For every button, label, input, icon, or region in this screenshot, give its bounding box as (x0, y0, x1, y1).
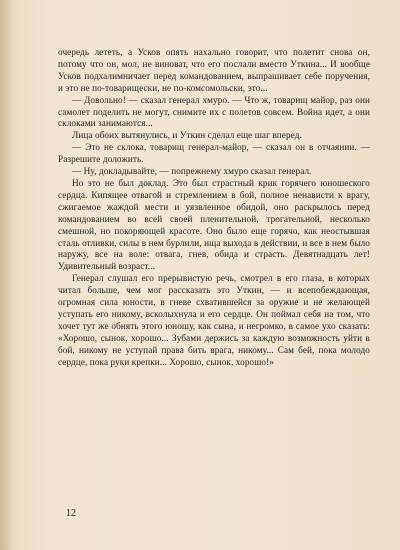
page-gutter-shadow (0, 0, 14, 550)
paragraph-2: — Довольно! — сказал генерал хмуро. — Что ж, товарищ майор, раз они самолет поделить не могут, снимите их с полетов совсем. Война идет, а они склоками занимаются... (58, 94, 370, 129)
paragraph-3: Лица обоих вытянулись, и Уткин сделал еще шаг вперед. (72, 130, 302, 141)
paragraph-4: — Это не склока, товарищ генерал-майор, — сказал он в отчаянии. — Разрешите доложить. (58, 142, 370, 165)
paragraph-1: очередь лететь, а Усков опять нахально говорит, что полетит снова он, потому что он, мол, не виноват, что его послали вместо Уткина... И вообще Усков подхалимничает перед командованием, выпрашивает себе поручения, и это не по-товарищески, не по-комсомольски, это... (58, 47, 370, 93)
paragraph-5: — Ну, докладывайте, — попрежнему хмуро сказал генерал. (72, 166, 312, 177)
page-number: 12 (66, 508, 76, 519)
paragraph-7: Генерал слушал его прерывистую речь, смотрел в его глаза, в которых читал больше, чем мог рассказать это Уткин, — и всепобеждающая, огромная сила юности, в гневе схватившейся за оружие и не желающей уступать его никому, всколыхнула и его сердце. Он поймал себя на том, что хочет тут же обнять этого юношу, как сына, и негромко, в самое ухо сказать: «Хорошо, сынок, хорошо... Зубами держись за каждую возможность уйти в бой, никому не уступай права бить врага, никому... Сам бей, пока молодо сердце, пока руки крепки... Хорошо, сынок, хорошо!» (58, 273, 370, 367)
body-text (58, 47, 370, 368)
paragraph-6: Но это не был доклад. Это был страстный крик горячего юношеского сердца. Кипящее отвагой и стремлением в бой, полное ненависти к врагу, сжигаемое жаждой мести и уязвленное обидой, оно раскрылось перед командованием во всей своей пленительной, трогательной, несколько смешной, но покоряющей красоте. Оно было еще горячо, как неостывшая сталь отливки, силы в нем бурлили, ища выхода в действии, и все в нем было наружу, все на воле: отвага, гнев, обида и страсть. Девятнадцать лет! Удивительный возраст... (58, 177, 370, 272)
